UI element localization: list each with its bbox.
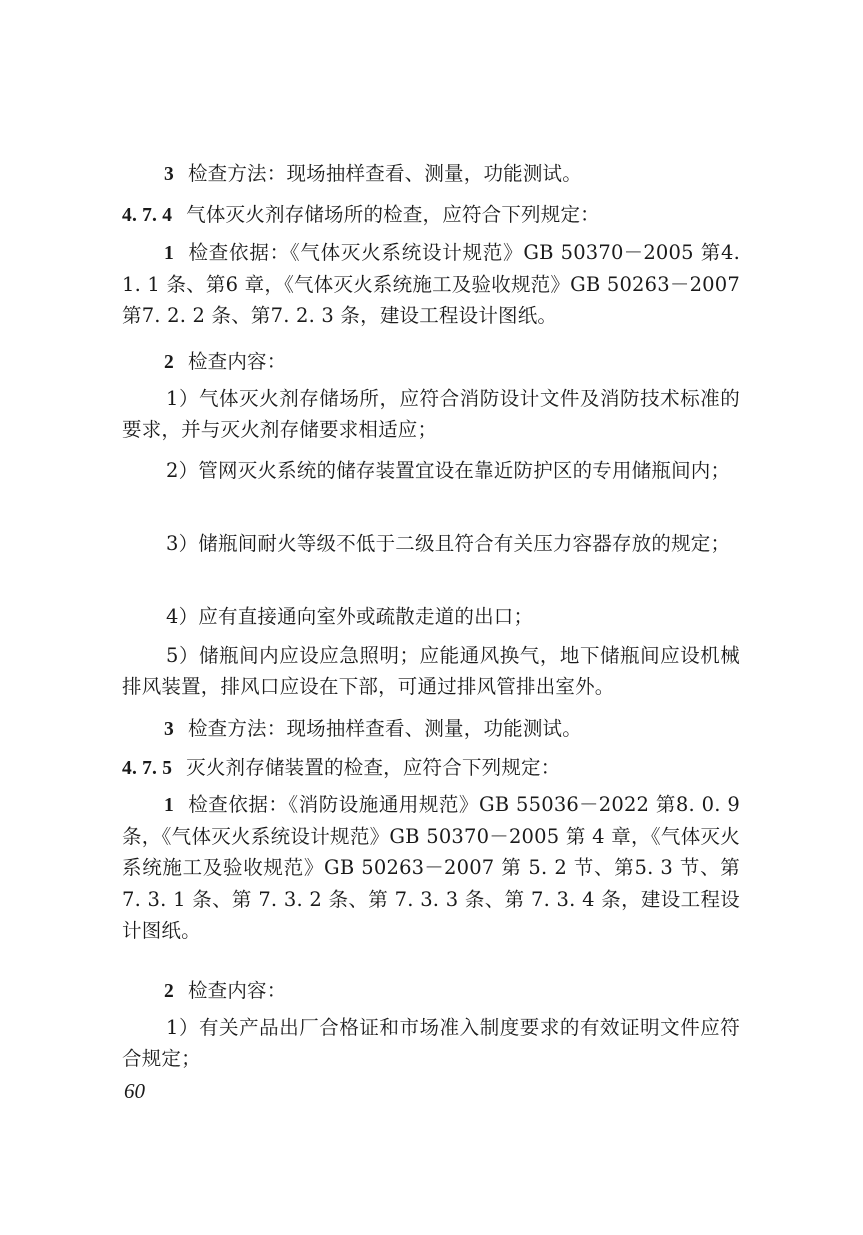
section-number: 4. 7. 4	[122, 205, 173, 226]
list-item-1: 1）气体灭火剂存储场所，应符合消防设计文件及消防技术标准的要求，并与灭火剂存储要求相适应；	[122, 387, 740, 442]
clause-number: 3	[164, 719, 174, 740]
clause-1-basis	[122, 237, 747, 332]
clause-number: 1	[164, 795, 174, 816]
list-item-1: 1）有关产品出厂合格证和市场准入制度要求的有效证明文件应符合规定；	[122, 1016, 740, 1071]
clause-text: 检查内容：	[187, 979, 287, 1002]
clause-number: 1	[164, 243, 174, 264]
clause-number: 2	[164, 981, 174, 1002]
section-number: 4. 7. 5	[122, 758, 173, 779]
list-item-2: 2）管网灭火系统的储存装置宜设在靠近防护区的专用储瓶间内；	[166, 459, 731, 482]
list-item-5: 5）储瓶间内应设应急照明；应能通风换气，地下储瓶间应设机械排风装置，排风口应设在下部，可通过排风管排出室外。	[122, 644, 740, 699]
clause-text: 检查方法：现场抽样查看、测量，功能测试。	[187, 717, 582, 740]
list-item-4: 4）应有直接通向室外或疏散走道的出口；	[166, 605, 534, 628]
clause-text: 检查依据：《气体灭火系统设计规范》GB 50370－2005 第4. 1. 1 条、第6 章，《气体灭火系统施工及验收规范》GB 50263－2007 第7. 2. 2 条、第7. 2. 3 条，建设工程设计图纸。	[122, 241, 747, 328]
section-title: 气体灭火剂存储场所的检查，应符合下列规定：	[186, 203, 600, 226]
clause-1-basis	[122, 789, 747, 946]
clause-2-content	[122, 346, 740, 378]
section-4-7-5	[122, 752, 740, 784]
clause-3-method	[122, 158, 740, 190]
clause-text: 检查内容：	[187, 350, 287, 373]
clause-text: 检查方法：现场抽样查看、测量，功能测试。	[187, 162, 582, 185]
clause-number: 3	[164, 164, 174, 185]
clause-3-method	[122, 713, 740, 745]
section-4-7-4	[122, 199, 740, 231]
clause-2-content	[122, 975, 740, 1007]
clause-text: 检查依据：《消防设施通用规范》GB 55036－2022 第8. 0. 9 条，《气体灭火系统设计规范》GB 50370－2005 第 4 章，《气体灭火系统施工及验收规范》GB 50263－2007 第 5. 2 节、第5. 3 节、第 7. 3. 1 条、第 7. 3. 2 条、第 7. 3. 3 条、第 7. 3. 4 条，建设工程设计图纸。	[122, 793, 747, 942]
list-item-3: 3）储瓶间耐火等级不低于二级且符合有关压力容器存放的规定；	[166, 532, 731, 555]
clause-number: 2	[164, 352, 174, 373]
section-title: 灭火剂存储装置的检查，应符合下列规定：	[186, 756, 561, 779]
page-number: 60	[124, 1079, 145, 1103]
